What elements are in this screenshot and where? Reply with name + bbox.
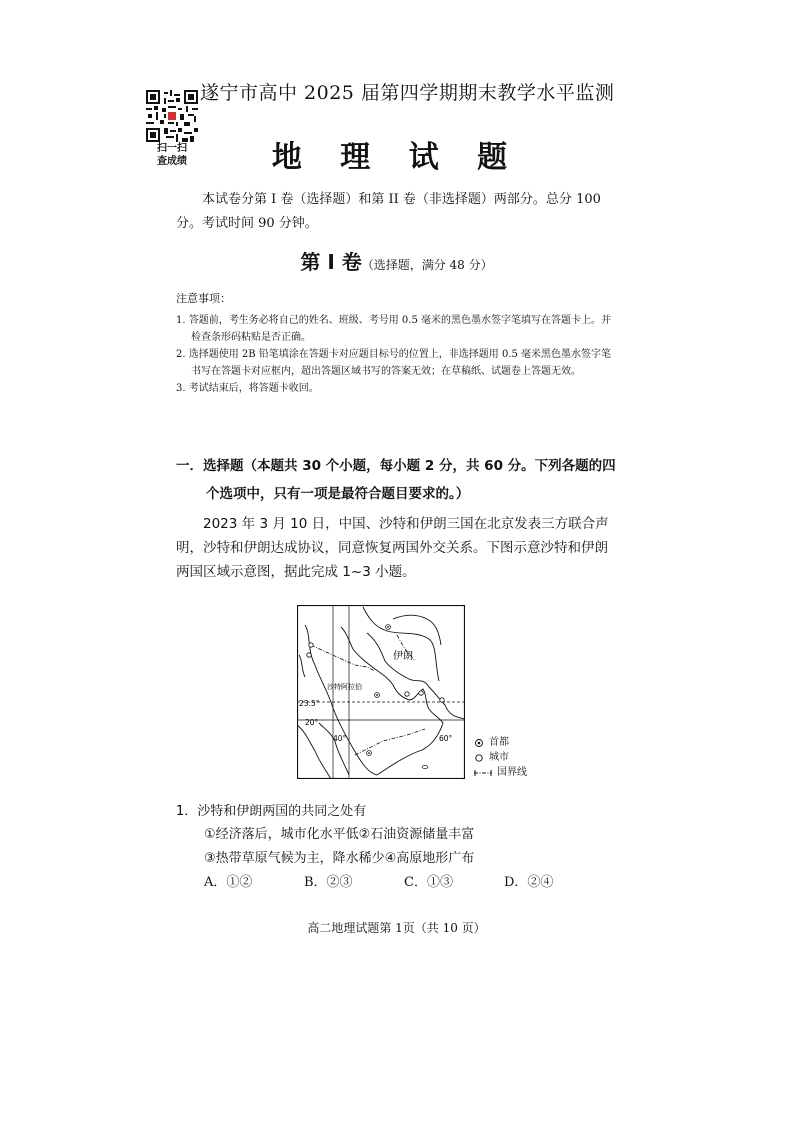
section-heading-line1: 一．选择题（本题共 30 个小题，每小题 2 分，共 60 分。下列各题的四 [176,458,616,474]
choice-b: B．②③ [304,875,353,890]
map-label-iran: 伊朗 [393,651,413,662]
section-heading [176,452,616,508]
legend-city-label: 城市 [489,752,509,763]
capital-symbol-icon [474,738,484,748]
section-heading-line2: 个选项中，只有一项是最符合题目要求的。） [206,486,470,502]
choice-a: A．①② [204,875,253,890]
question-1-statements-line1: ①经济落后，城市化水平低②石油资源储量丰富 [204,827,475,842]
page-footer: 高二地理试题第 1页（共 10 页） [307,921,486,935]
choice-d: D．②④ [504,875,554,890]
map-label-lat-20: 20° [305,718,319,727]
map-label-lon-60: 60° [439,734,453,743]
map-label-lon-40: 40° [333,734,347,743]
legend-border [474,765,527,780]
map-label-lat-23-5: 23.5° [299,699,320,708]
passage: 2023 年 3 月 10 日，中国、沙特和伊朗三国在北京发表三方联合声明，沙特和伊朗达成协议，同意恢复两国外交关系。下图示意沙特和伊朗两国区域示意图，据此完成 1~3 小题。 [176,516,609,580]
notice-item: 3. 考试结束后，将答题卡收回。 [176,383,319,394]
question-1-statements-line2: ③热带草原气候为主，降水稀少④高原地形广布 [204,851,475,866]
intro-paragraph: 本试卷分第 I 卷（选择题）和第 II 卷（非选择题）两部分。总分 100 分。考试时间 90 分钟。 [176,192,601,231]
legend-capital [474,735,527,750]
notice-item: 2. 选择题使用 2B 铅笔填涂在答题卡对应题目标号的位置上，非选择题用 0.5 毫米黑色墨水签字笔书写在答题卡对应框内，超出答题区域书写的答案无效；在草稿纸、试题卷上答题无效。 [176,349,612,377]
part-subtitle: （选择题，满分 48 分） [361,258,493,272]
border-symbol-icon [474,768,492,778]
legend-city [474,750,527,765]
question-1-choices [204,871,604,890]
notice-item: 1. 答题前，考生务必将自己的姓名、班级、考号用 0.5 毫米的黑色墨水签字笔填写在答题卡上。并检查条形码粘贴是否正确。 [176,315,611,343]
map-legend [474,735,527,780]
qr-caption-line1: 扫一扫 [157,143,187,154]
legend-border-label: 国界线 [497,767,527,778]
subject-title: 地 理 试 题 [271,140,522,175]
part-heading [0,246,793,275]
notice-title: 注意事项： [176,292,231,305]
region-map [297,605,465,779]
question-1-stem: 1．沙特和伊朗两国的共同之处有 [176,804,367,819]
part-title: 第 Ⅰ 卷 [300,250,362,274]
notice-list [176,312,616,397]
map-label-saudi: 沙特阿拉伯 [327,683,362,691]
choice-c: C．①③ [404,875,453,890]
exam-title: 遂宁市高中 2025 届第四学期期末教学水平监测 [200,82,615,104]
qr-caption-line2: 查成绩 [157,156,187,167]
city-symbol-icon [474,753,484,763]
legend-capital-label: 首都 [489,737,509,748]
